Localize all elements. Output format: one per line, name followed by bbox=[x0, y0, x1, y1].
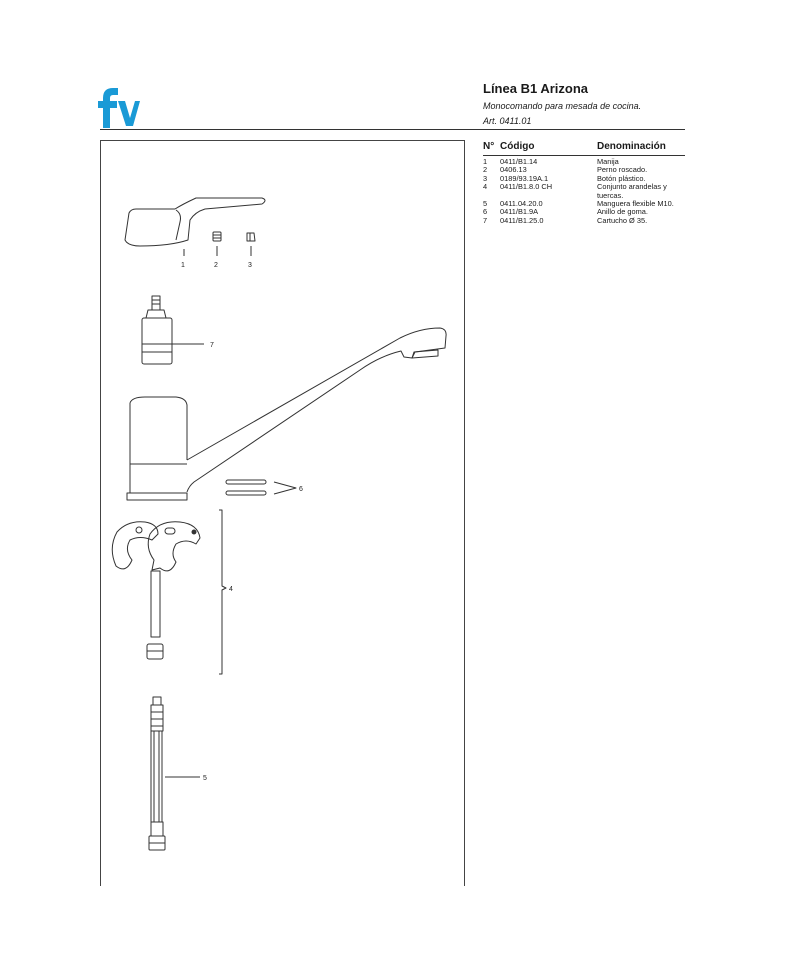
row-code: 0411/B1.8.0 CH bbox=[500, 182, 553, 192]
row-code: 0411.04.20.0 bbox=[500, 198, 543, 208]
col-name-header: Denominación bbox=[597, 141, 666, 152]
faucet-body-part bbox=[127, 328, 446, 500]
article-number: Art. 0411.01 bbox=[483, 116, 532, 126]
callout-5: 5 bbox=[203, 775, 207, 782]
row-name: Manija bbox=[597, 157, 619, 166]
row-code: 0189/93.19A.1 bbox=[500, 173, 549, 183]
callout-1: 1 bbox=[181, 262, 185, 269]
callout-6: 6 bbox=[299, 486, 303, 493]
row-name: Manguera flexible M10. bbox=[597, 198, 674, 208]
row-number: 5 bbox=[483, 198, 488, 208]
callout-3: 3 bbox=[248, 262, 252, 269]
row-number: 6 bbox=[483, 207, 488, 217]
row-name: Anillo de goma. bbox=[597, 207, 648, 217]
row-number: 1 bbox=[483, 157, 488, 166]
plastic-button-part bbox=[247, 233, 255, 241]
cartridge-part bbox=[142, 296, 204, 364]
rubber-rings-part bbox=[226, 480, 296, 495]
product-subtitle: Monocomando para mesada de cocina. bbox=[483, 101, 642, 111]
callout-7: 7 bbox=[210, 342, 214, 349]
washer-nut-set-part bbox=[112, 510, 226, 674]
handle-part bbox=[125, 198, 265, 246]
row-code: 0406.13 bbox=[500, 165, 527, 175]
row-code: 0411/B1.14 bbox=[500, 157, 538, 166]
callout-4: 4 bbox=[229, 586, 233, 593]
product-title: Línea B1 Arizona bbox=[483, 81, 588, 96]
row-name: Conjunto arandelas y tuercas. bbox=[597, 182, 667, 200]
col-number-header: N° bbox=[483, 141, 495, 152]
callout-2: 2 bbox=[214, 262, 218, 269]
row-number: 7 bbox=[483, 215, 488, 225]
row-code: 0411/B1.25.0 bbox=[500, 215, 544, 225]
row-name: Cartucho Ø 35. bbox=[597, 215, 648, 225]
threaded-pin-part bbox=[213, 232, 221, 241]
col-code-header: Código bbox=[500, 141, 535, 152]
leader-4 bbox=[219, 510, 226, 674]
row-code: 0411/B1.9A bbox=[500, 207, 539, 217]
leader-6 bbox=[274, 482, 296, 494]
row-number: 2 bbox=[483, 165, 488, 175]
row-name: Botón plástico. bbox=[597, 173, 646, 183]
row-name: Perno roscado. bbox=[597, 165, 648, 175]
flexible-hose-part bbox=[149, 697, 200, 850]
row-number: 3 bbox=[483, 173, 488, 183]
row-number: 4 bbox=[483, 182, 488, 192]
